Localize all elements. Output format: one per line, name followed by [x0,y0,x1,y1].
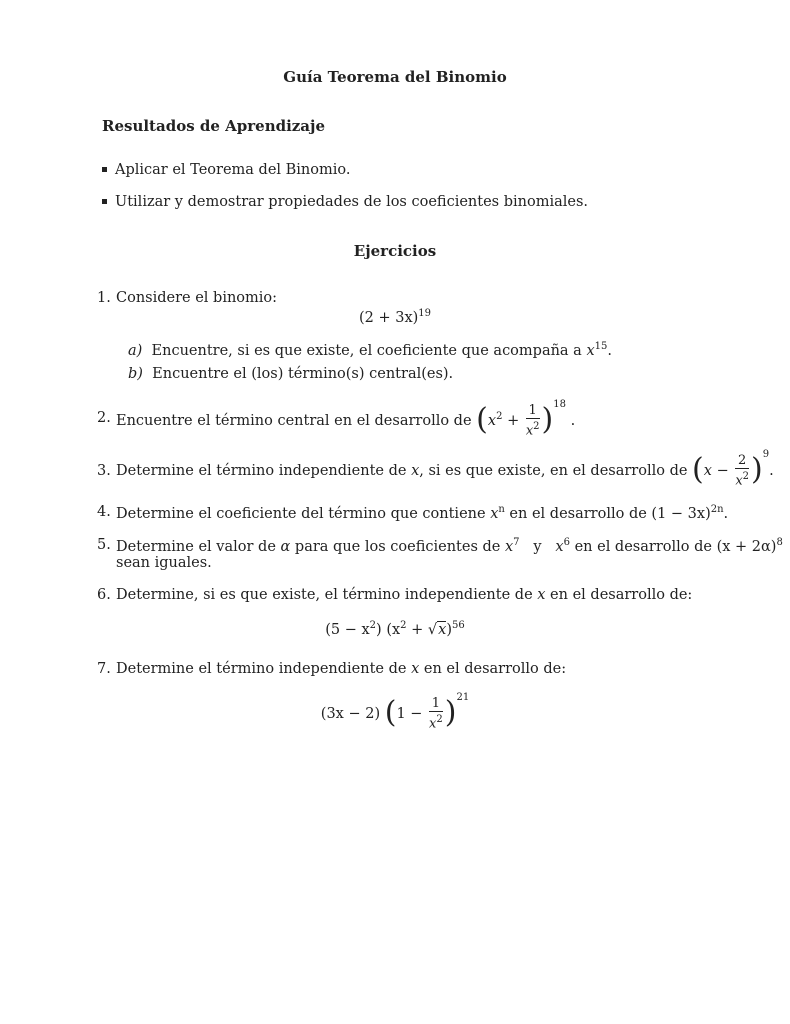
exercise-text: Determine, si es que existe, el término independiente de x en el desarrollo de: [116,587,693,603]
learning-heading: Resultados de Aprendizaje [102,117,325,135]
bullet-icon [102,199,107,204]
exercise-number: 4. [97,504,111,520]
exercise-formula: (3x − 2) (1 − $\frac{1}{x^2}$ )$^{21}$ [320,692,470,732]
exercise-formula: $(2 + 3x)^{19}$ [358,308,432,326]
exercise-number: 1. [97,290,111,306]
exercise-number: 5. [97,537,111,553]
exercise-text: Determine el coeficiente del término que contiene $x^n$ en el desarrollo de $(1 - 3x)^{2n}$. [116,504,729,522]
exercise-1-part-a: a) Encuentre, si es que existe, el coeficiente que acompaña a $x^{15}$. [128,341,612,359]
learning-item: Utilizar y demostrar propiedades de los coeficientes binomiales. [102,194,588,210]
fraction: $\frac{2}{x^2}$ [735,453,750,489]
exercise-text: Determine el valor de α para que los coeficientes de $x^7$ y $x^6$ en el desarrollo de $(x + 2\alpha)^8$ [116,537,783,555]
bullet-icon [102,167,107,172]
exercise-number: 6. [97,587,111,603]
exercise-text: Encuentre el término central en el desarrollo de ($x^2$ + $\frac{1}{x^2}$ )$^{18}$ . [116,398,576,439]
exercise-number: 7. [97,661,111,677]
learning-item: Aplicar el Teorema del Binomio. [102,162,350,178]
fraction: $\frac{1}{x^2}$ [525,403,540,439]
exercise-text: Determine el término independiente de x en el desarrollo de: [116,661,567,677]
exercise-text-continued: sean iguales. [116,555,212,571]
exercise-number: 3. [97,463,111,479]
exercise-text: Considere el binomio: [116,290,278,306]
exercise-text: Determine el término independiente de x, si es que existe, en el desarrollo de (x − $\frac{2}{x^2}$ )$^9$. [116,449,774,489]
exercise-number: 2. [97,410,111,426]
fraction: $\frac{1}{x^2}$ [429,696,443,732]
exercise-formula: $(5 - x^2)$ $(x^2 + √x)^{56}$ [325,620,465,638]
page-title: Guía Teorema del Binomio [283,68,507,86]
exercise-1-part-b: b) Encuentre el (los) término(s) central(es). [128,366,454,382]
exercises-heading: Ejercicios [353,242,437,260]
